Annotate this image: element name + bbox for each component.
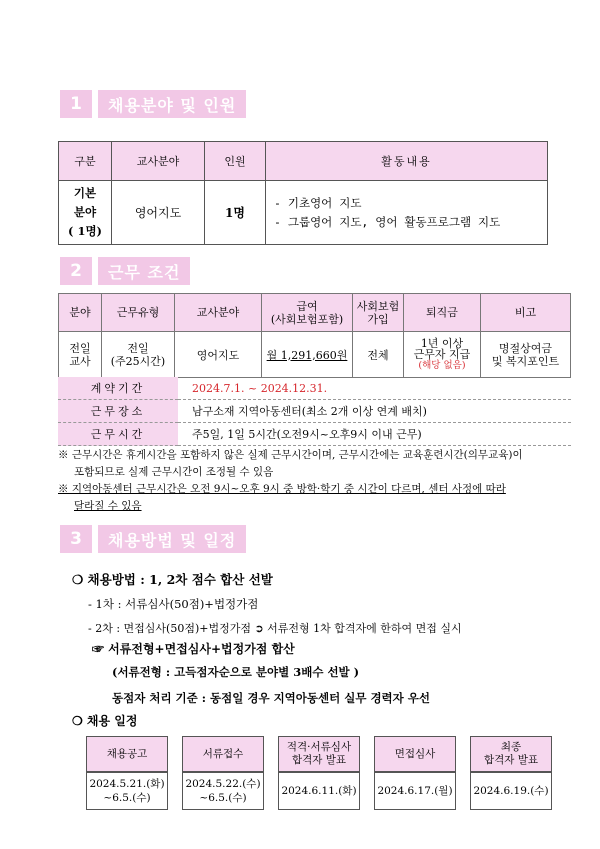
work-notes [58,447,523,515]
schedule-header: 면접심사 [374,736,456,772]
method-sum-detail: (서류전형 : 고득점자순으로 분야별 3배수 선발 ) [112,665,360,679]
schedule-header: 적격·서류심사 합격자 발표 [278,736,360,772]
header-insurance: 사회보험 가입 [353,294,404,332]
header-activity: 활동내용 [266,142,548,181]
header-count: 인원 [205,142,266,181]
remarks-cell: 명절상여금 및 복지포인트 [481,332,571,378]
section-number: 1 [60,90,92,118]
schedule-date: 2024.5.22.(수) ~6.5.(수) [182,772,264,810]
count-cell: 1명 [205,181,266,245]
work-place-value: 남구소재 지역아동센터(최소 2개 이상 연계 배치) [178,400,571,423]
schedule-table [72,736,566,810]
category-cell [59,181,112,245]
schedule-date: 2024.6.11.(화) [278,772,360,810]
schedule-date: 2024.5.21.(화) ~6.5.(수) [86,772,168,810]
section-title: 채용분야 및 인원 [98,90,246,118]
work-conditions-table [58,293,571,378]
salary-cell [262,332,353,378]
header-teacher-field: 교사분야 [112,142,205,181]
area-cell: 전일 교사 [59,332,102,378]
section-title: 채용방법 및 일정 [98,525,246,553]
activity-cell [266,181,548,245]
section-2-heading [60,257,190,285]
field-cell: 영어지도 [112,181,205,245]
salary-value: 월 1,291,660원 [266,348,348,362]
tie-break-rule: 동점자 처리 기준 : 동점일 경우 지역아동센터 실무 경력자 우선 [112,691,431,705]
header-remarks: 비고 [481,294,571,332]
category-line: 기본 [73,186,97,200]
severance-note: (해당 없음) [418,360,466,371]
category-line: ( 1명) [68,224,102,238]
method-title: ❍ 채용방법 : 1, 2차 점수 합산 선발 [72,572,273,587]
note-line: 포함되므로 실제 근무시간이 조정될 수 있음 [74,466,274,478]
section-title: 근무 조건 [98,257,190,285]
section-3-heading [60,525,246,553]
header-teacher-field: 교사분야 [175,294,262,332]
section-1-heading [60,90,246,118]
method-step-1: - 1차 : 서류심사(50점)+법정가점 [88,597,259,611]
recruitment-field-table [58,141,548,245]
note-line: ※ 지역아동센터 근무시간은 오전 9시~오후 9시 중 방학·학기 중 시간이 다르며, 센터 사정에 따라 [58,483,506,495]
header-work-type: 근무유형 [102,294,175,332]
work-hours-value: 주5일, 1일 5시간(오전9시~오후9시 이내 근무) [178,423,571,446]
note-line: ※ 근무시간은 휴게시간을 포함하지 않은 실제 근무시간이며, 근무시간에는 교육훈련시간(의무교육)이 [58,449,523,461]
contract-period-value: 2024.7.1. ~ 2024.12.31. [178,377,571,400]
field-cell: 영어지도 [175,332,262,378]
severance-cell [404,332,481,378]
schedule-date: 2024.6.17.(월) [374,772,456,810]
work-hours-label: 근무시간 [58,423,178,446]
activity-item: - 그룹영어 지도, 영어 활동프로그램 지도 [274,214,501,229]
header-area: 분야 [59,294,102,332]
schedule-date: 2024.6.19.(수) [470,772,552,810]
work-details-table [58,377,571,446]
note-line: 달라질 수 있음 [74,500,142,512]
header-severance: 퇴직금 [404,294,481,332]
work-place-label: 근무장소 [58,400,178,423]
schedule-header: 서류접수 [182,736,264,772]
section-number: 3 [60,525,92,553]
schedule-title: ❍ 채용 일정 [72,714,138,728]
work-type-cell: 전일 (주25시간) [102,332,175,378]
header-category: 구분 [59,142,112,181]
header-salary: 급여 (사회보험포함) [262,294,353,332]
severance-text: 1년 이상 근무자 지급 [413,337,471,361]
method-step-2: - 2차 : 면접심사(50점)+법정가점 ➲ 서류전형 1차 합격자에 한하여 면접 실시 [88,622,462,635]
section-number: 2 [60,257,92,285]
category-line: 분야 [73,205,97,219]
schedule-header: 채용공고 [86,736,168,772]
activity-item: - 기초영어 지도 [274,195,362,210]
schedule-header: 최종 합격자 발표 [470,736,552,772]
method-sum: ☞ 서류전형+면접심사+법정가점 합산 [92,642,295,656]
insurance-cell: 전체 [353,332,404,378]
contract-period-label: 계약기간 [58,377,178,400]
